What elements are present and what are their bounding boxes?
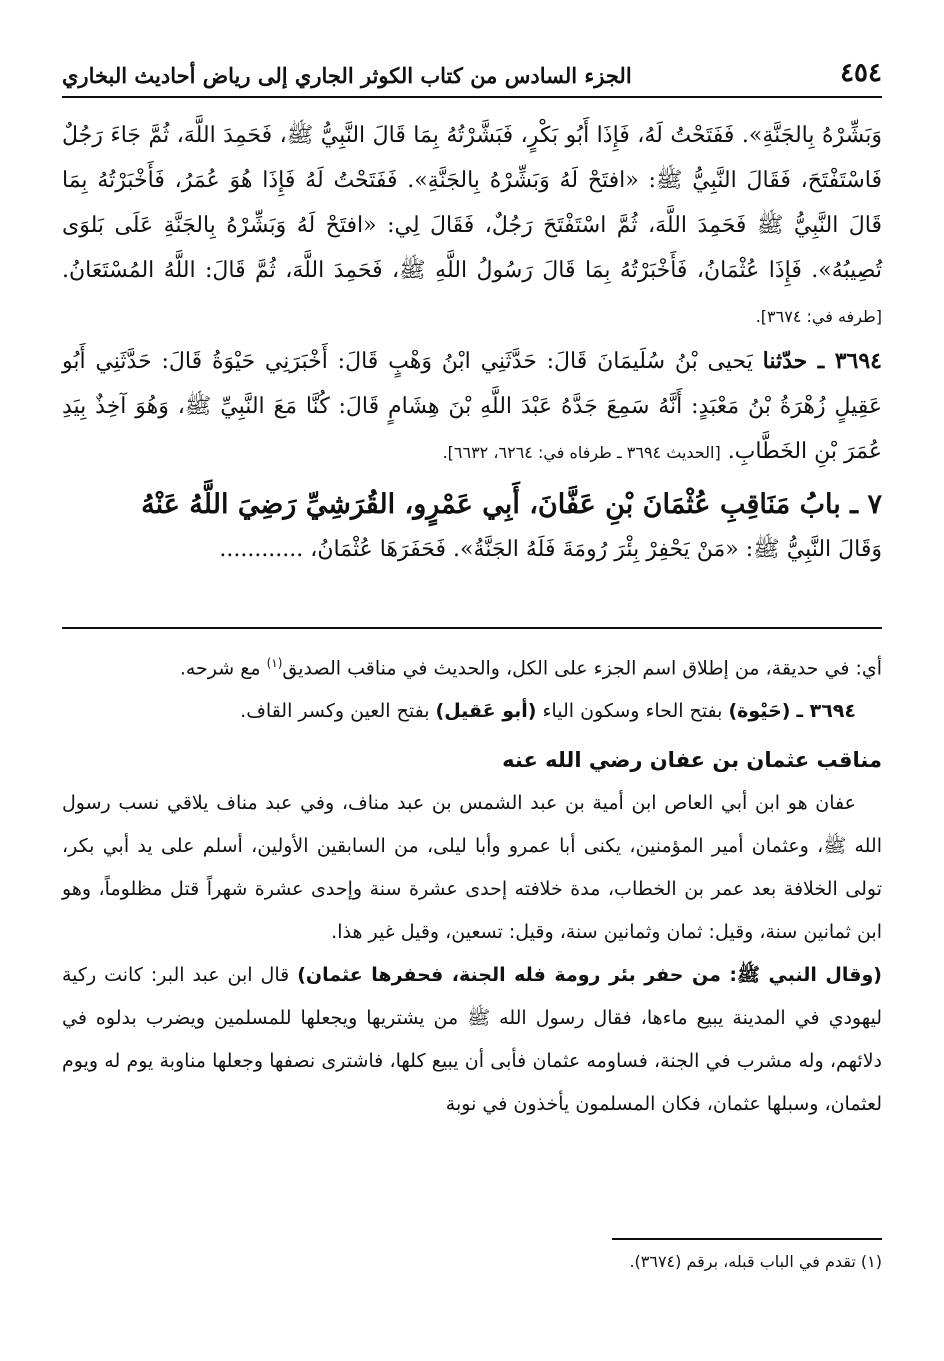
hadith-reference: [طرفه في: ٣٦٧٤].	[755, 307, 882, 326]
commentary-text: بفتح الحاء وسكون الياء	[542, 700, 723, 723]
footnote-divider	[612, 1238, 882, 1240]
commentary-text: بفتح العين وكسر القاف.	[240, 700, 430, 723]
hadith-text: يَحيى بْنُ سُلَيمَانَ قَالَ: حَدَّثَنِي ابْنُ وَهْبٍ قَالَ: أَخْبَرَنِي حَيْوَةُ قَالَ: حَدَّثَنِي أَبُو عَقِيلٍ زُهْرَةُ بْنُ مَعْبَدٍ: أَنَّهُ سَمِعَ جَدَّهُ عَبْدَ اللَّهِ بْنَ هِشَامٍ قَالَ: كُنَّا مَعَ النَّبِيِّ ﷺ، وَهُوَ آخِذٌ بِيَدِ عُمَرَ بْنِ الخَطَّابِ.	[62, 349, 882, 464]
commentary-text: قال ابن عبد البر: كانت ركية ليهودي في المدينة يبيع ماءها، فقال رسول الله ﷺ من يشتريها ويجعلها للمسلمين ويضرب بدلوه في دلائهم، وله مشرب في الجنة، فساومه عثمان فأبى أن يبيع كلها، فاشترى نصفها وجعلها مناوبة يوم له ويوم لعثمان، وسبلها عثمان، فكان المسلمون يأخذون في نوبة	[62, 964, 882, 1116]
commentary-paragraph	[62, 954, 882, 1126]
page-number: ٤٥٤	[840, 58, 882, 88]
footnote: (١) تقدم في الباب قبله، برقم (٣٦٧٤).	[629, 1252, 882, 1271]
explained-word: (أبو عَقيل)	[435, 700, 537, 723]
hadith-text-block	[62, 113, 882, 572]
commentary-paragraph: عفان هو ابن أبي العاص ابن أمية بن عبد الشمس بن عبد مناف، وفي عبد مناف يلاقي نسب رسول الله ﷺ، وعثمان أمير المؤمنين، يكنى أبا عمرو وأبا ليلى، من السابقين الأولين، أسلم على يد أبي بكر، تولى الخلافة بعد عمر بن الخطاب، مدة خلافته إحدى عشرة سنة وإحدى عشرة شهراً قتل مظلوماً، وهو ابن ثمانين سنة، وقيل: ثمان وثمانين سنة، وقيل: تسعين، وقيل غير هذا.	[62, 792, 882, 944]
running-title: الجزء السادس من كتاب الكوثر الجاري إلى رياض أحاديث البخاري	[62, 63, 632, 88]
page-header	[62, 58, 882, 98]
hadith-number: ٣٦٩٤ ـ	[796, 700, 856, 723]
hadith-paragraph	[62, 339, 882, 475]
chapter-title: ٧ ـ بابُ مَنَاقِبِ عُثْمَانَ بْنِ عَفَّانَ، أَبِي عَمْرٍو، القُرَشِيِّ رَضِيَ اللَّهُ عَنْهُ	[141, 489, 882, 520]
footnote-marker: (١)	[266, 656, 283, 670]
commentary-text: أي: في حديقة، من إطلاق اسم الجزء على الكل، والحديث في مناقب الصديق	[282, 657, 882, 680]
explained-word: (حَيْوة)	[728, 700, 791, 723]
hadith-number: ٣٦٩٤ ـ حدّثنا	[762, 348, 882, 374]
hadith-paragraph	[62, 113, 882, 339]
chapter-text: وَقَالَ النَّبِيُّ ﷺ: «مَنْ يَحْفِرْ بِئْرَ رُومَةَ فَلَهُ الجَنَّةُ». فَحَفَرَهَا عُثْمَانُ، ............	[219, 537, 882, 562]
commentary-paragraph	[62, 642, 882, 690]
commentary-divider	[62, 627, 882, 629]
commentary-block	[62, 642, 882, 1126]
commentary-paragraph	[62, 690, 882, 733]
explained-phrase: (وقال النبي ﷺ: من حفر بئر رومة فله الجنة، فحفرها عثمان)	[297, 964, 882, 987]
commentary-text: مع شرحه.	[179, 657, 261, 680]
hadith-reference: [الحديث ٣٦٩٤ ـ طرفاه في: ٦٢٦٤، ٦٦٣٢].	[442, 443, 721, 462]
hadith-text: وَبَشِّرْهُ بِالجَنَّةِ». فَفَتَحْتُ لَهُ، فَإِذَا أَبُو بَكْرٍ، فَبَشَّرْتُهُ بِمَا قَالَ النَّبِيُّ ﷺ، فَحَمِدَ اللَّهَ، ثُمَّ جَاءَ رَجُلٌ فَاسْتَفْتَحَ، فَقَالَ النَّبِيُّ ﷺ: «افتَحْ لَهُ وَبَشِّرْهُ بِالجَنَّةِ». فَفَتَحْتُ لَهُ فَإِذَا هُوَ عُمَرُ، فَأَخْبَرْتُهُ بِمَا قَالَ النَّبِيُّ ﷺ فَحَمِدَ اللَّهَ، ثُمَّ اسْتَفْتَحَ رَجُلٌ، فَقَالَ لِي: «افتَحْ لَهُ وَبَشِّرْهُ بِالجَنَّةِ عَلَى بَلوَى تُصِيبُهُ». فَإِذَا عُثْمَانُ، فَأَخْبَرْتُهُ بِمَا قَالَ رَسُولُ اللَّهِ ﷺ، فَحَمِدَ اللَّهَ، ثُمَّ قَالَ: اللَّهُ المُسْتَعَانُ.	[62, 123, 882, 283]
section-heading: مناقب عثمان بن عفان رضي الله عنه	[502, 748, 882, 773]
